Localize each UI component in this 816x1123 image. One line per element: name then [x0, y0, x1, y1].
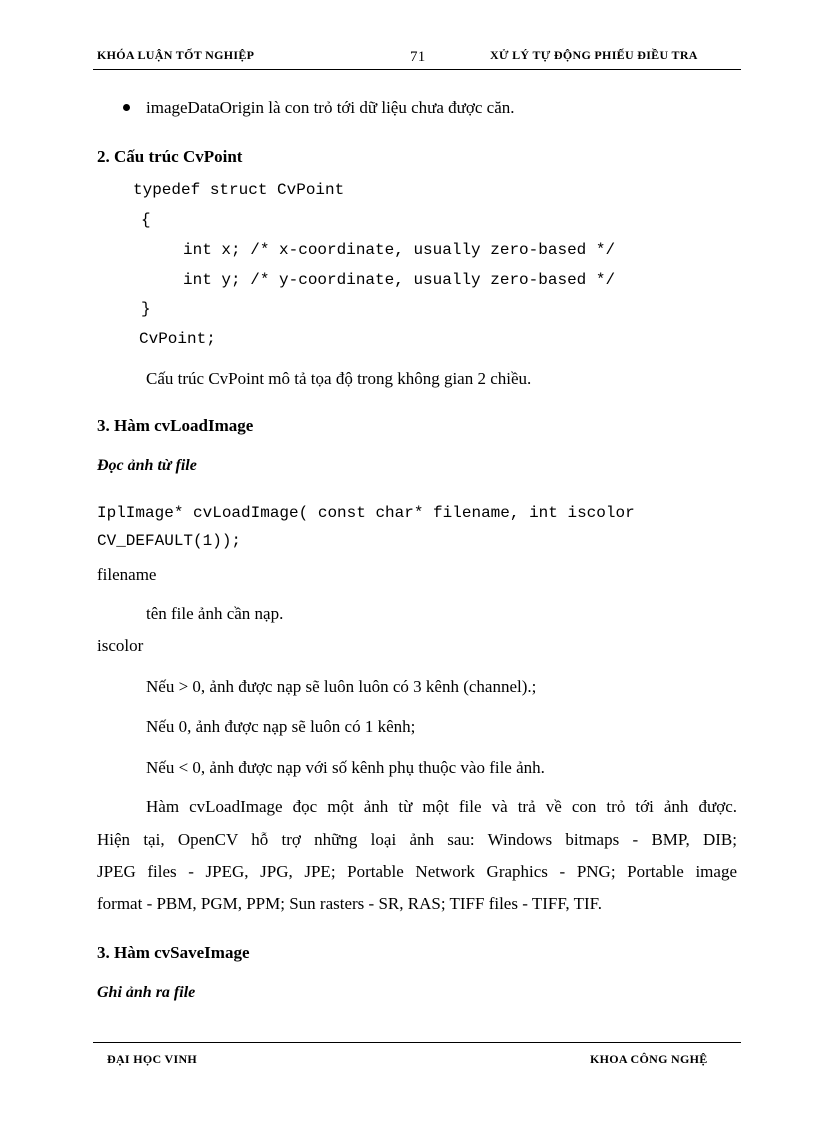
cvpoint-description: Cấu trúc CvPoint mô tả tọa độ trong không gian 2 chiều.	[146, 369, 532, 388]
header-left: KHÓA LUẬN TỐT NGHIỆP	[97, 48, 255, 62]
code-line: CV_DEFAULT(1));	[97, 532, 242, 550]
section4-subheading: Ghi ảnh ra file	[97, 984, 196, 1001]
footer-rule	[93, 1042, 741, 1043]
param-description: tên file ảnh cần nạp.	[146, 604, 284, 623]
paragraph-line: Hiện tại, OpenCV hỗ trợ những loại ảnh sau: Windows bitmaps - BMP, DIB;	[97, 830, 737, 849]
iscolor-option: Nếu < 0, ảnh được nạp với số kênh phụ thuộc vào file ảnh.	[146, 758, 545, 777]
header-rule	[93, 69, 741, 70]
paragraph-line: format - PBM, PGM, PPM; Sun rasters - SR, RAS; TIFF files - TIFF, TIF.	[97, 894, 602, 913]
param-name: iscolor	[97, 636, 144, 655]
code-line: }	[141, 300, 151, 318]
paragraph-line: Hàm cvLoadImage đọc một ảnh từ một file và trả về con trỏ tới ảnh được.	[146, 797, 737, 816]
code-line: IplImage* cvLoadImage( const char* filename, int iscolor	[97, 504, 635, 522]
page-number: 71	[410, 49, 426, 65]
section3-subheading: Đọc ảnh từ file	[97, 457, 197, 474]
bullet-text: imageDataOrigin là con trỏ tới dữ liệu chưa được căn.	[146, 98, 515, 117]
section4-heading: 3. Hàm cvSaveImage	[97, 943, 250, 962]
param-name: filename	[97, 565, 157, 584]
code-line: typedef struct CvPoint	[133, 181, 345, 199]
code-line: CvPoint;	[139, 330, 216, 348]
section3-heading: 3. Hàm cvLoadImage	[97, 416, 254, 435]
iscolor-option: Nếu 0, ảnh được nạp sẽ luôn có 1 kênh;	[146, 717, 416, 736]
paragraph-line: JPEG files - JPEG, JPG, JPE; Portable Network Graphics - PNG; Portable image	[97, 862, 737, 881]
code-line: int x; /* x-coordinate, usually zero-based */	[183, 241, 616, 259]
code-line: {	[141, 211, 151, 229]
header-right: XỬ LÝ TỰ ĐỘNG PHIẾU ĐIỀU TRA	[490, 48, 698, 62]
section2-heading: 2. Cấu trúc CvPoint	[97, 147, 243, 166]
code-line: int y; /* y-coordinate, usually zero-based */	[183, 271, 616, 289]
footer-left: ĐẠI HỌC VINH	[107, 1052, 198, 1066]
footer-right: KHOA CÔNG NGHỆ	[590, 1052, 708, 1066]
iscolor-option: Nếu > 0, ảnh được nạp sẽ luôn luôn có 3 kênh (channel).;	[146, 677, 537, 696]
bullet-icon	[123, 104, 130, 111]
